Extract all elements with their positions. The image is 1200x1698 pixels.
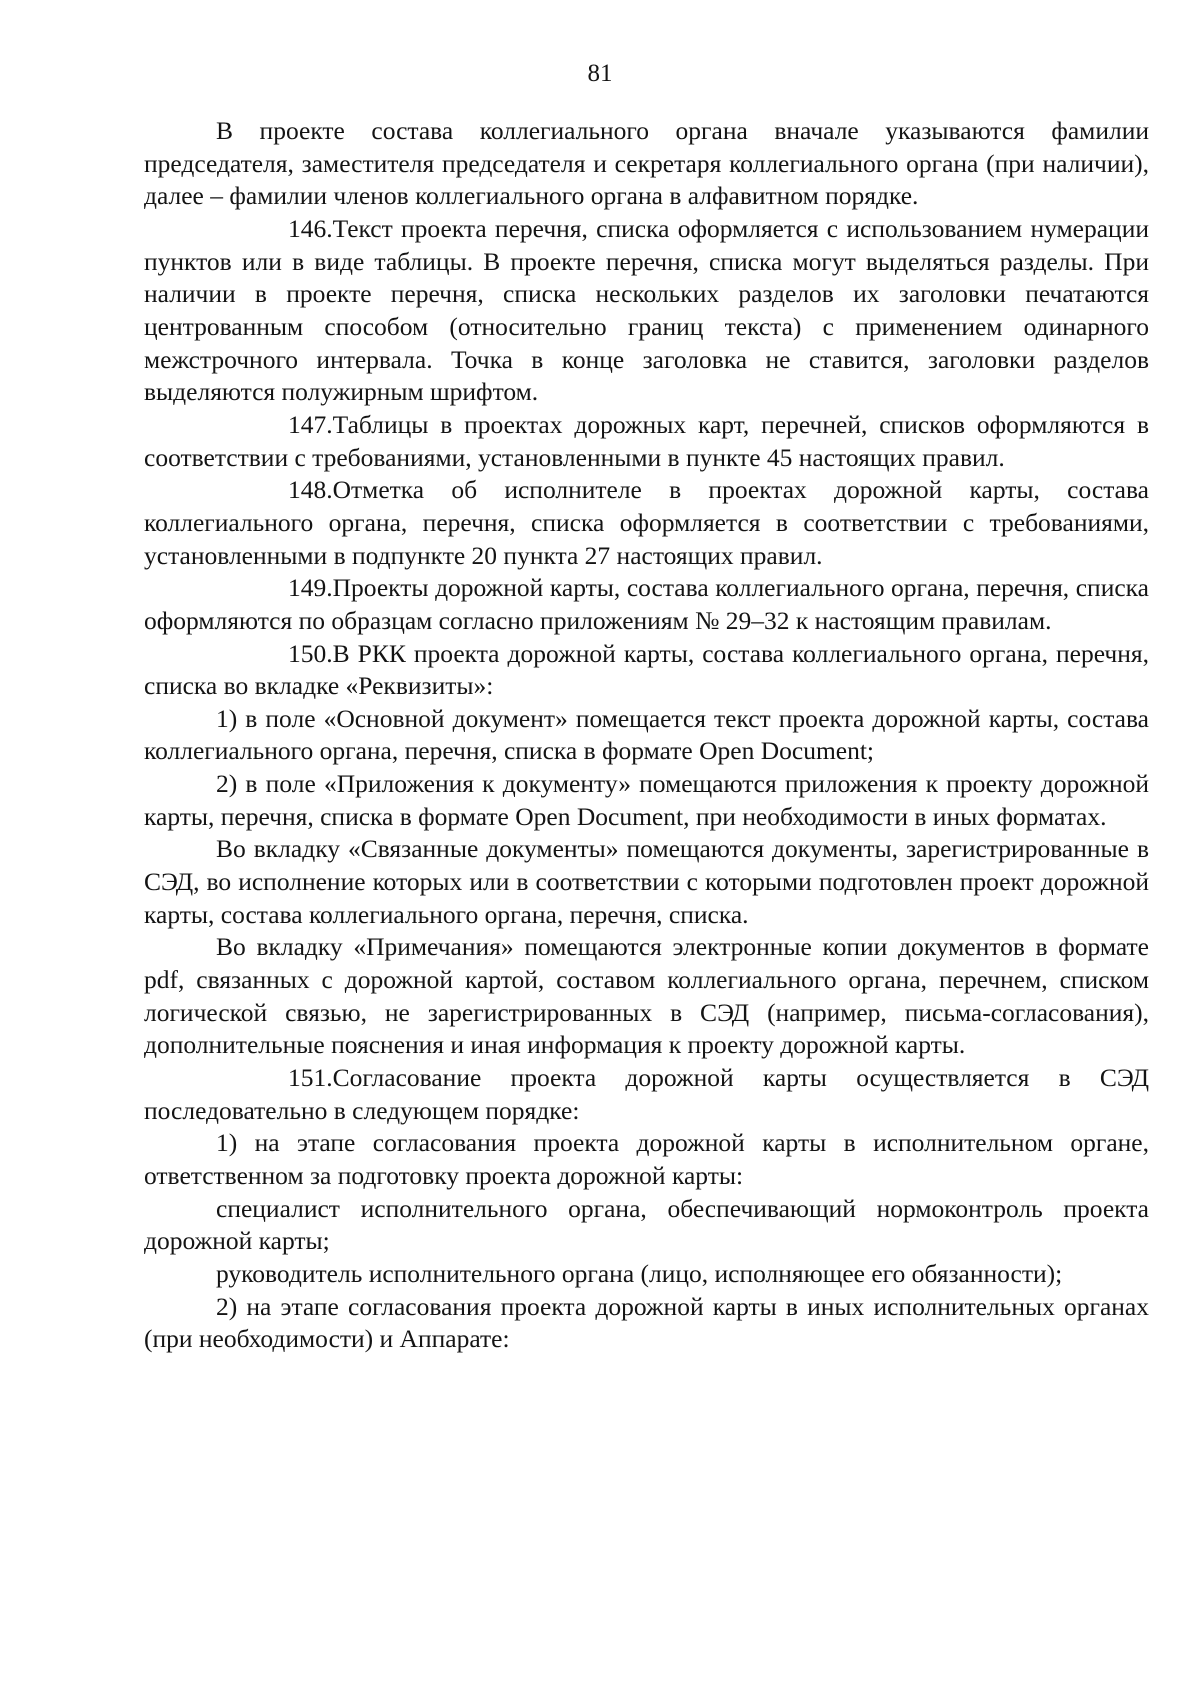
paragraph-number: 147.	[288, 409, 333, 439]
subparagraph-150-1	[144, 703, 1149, 768]
paragraph-number: 151.	[288, 1063, 333, 1093]
paragraph-151	[144, 1062, 1149, 1127]
paragraph-text: специалист исполнительного органа, обеспечивающий нормоконтроль проекта дорожной карты;	[144, 1193, 1149, 1256]
paragraph-text: 2) на этапе согласования проекта дорожной карты в иных исполнительных органах (при необходимости) и Аппарате:	[144, 1291, 1149, 1354]
paragraph-notes-tab	[144, 931, 1149, 1062]
paragraph-text: Проекты дорожной карты, состава коллегиального органа, перечня, списка оформляются по образцам согласно приложениям № 29–32 к настоящим правилам.	[144, 573, 1149, 635]
paragraph-text: В РКК проекта дорожной карты, состава коллегиального органа, перечня, списка во вкладке «Реквизиты»:	[144, 638, 1149, 701]
paragraph-text: Согласование проекта дорожной карты осуществляется в СЭД последовательно в следующем порядке:	[144, 1063, 1149, 1125]
subparagraph-151-1	[144, 1127, 1149, 1192]
paragraph-text: Во вкладку «Связанные документы» помещаются документы, зарегистрированные в СЭД, во исполнение которых или в соответствии с которыми подготовлен проект дорожной карты, состава коллегиального органа, перечня, списка.	[144, 834, 1149, 929]
paragraph-number: 150.	[288, 638, 333, 668]
paragraph-text: руководитель исполнительного органа (лицо, исполняющее его обязанности);	[216, 1258, 1063, 1288]
paragraph-148	[144, 474, 1149, 572]
page-number: 81	[587, 60, 613, 87]
paragraph-text: Текст проекта перечня, списка оформляется с использованием нумерации пунктов или в виде таблицы. В проекте перечня, списка могут выделяться разделы. При наличии в проекте перечня, списка нескольких разделов их заголовки печатаются центрованным способом (относительно границ текста) с применением одинарного межстрочного интервала. Точка в конце заголовка не ставится, заголовки разделов выделяются полужирным шрифтом.	[144, 213, 1149, 407]
paragraph-text: Во вкладку «Примечания» помещаются электронные копии документов в формате pdf, связанных с дорожной картой, составом коллегиального органа, перечнем, списком логической связью, не зарегистрированных в СЭД (например, письма-согласования), дополнительные пояснения и иная информация к проекту дорожной карты.	[144, 932, 1149, 1060]
paragraph-150	[144, 638, 1149, 703]
document-body	[144, 115, 1149, 1356]
paragraph-text: 1) на этапе согласования проекта дорожной карты в исполнительном органе, ответственном за подготовку проекта дорожной карты:	[144, 1128, 1149, 1190]
paragraph-147	[144, 409, 1149, 474]
list-item-head	[144, 1258, 1149, 1291]
paragraph-text: В проекте состава коллегиального органа вначале указываются фамилии председателя, заместителя председателя и секретаря коллегиального органа (при наличии), далее – фамилии членов коллегиального органа в алфавитном порядке.	[144, 116, 1149, 211]
paragraph-text: Таблицы в проектах дорожных карт, перечней, списков оформляются в соответствии с требованиями, установленными в пункте 45 настоящих правил.	[144, 409, 1149, 472]
paragraph-146	[144, 213, 1149, 409]
paragraph-number: 146.	[288, 213, 333, 243]
paragraph-text: 2) в поле «Приложения к документу» помещаются приложения к проекту дорожной карты, перечня, списка в формате Open Document, при необходимости в иных форматах.	[144, 769, 1149, 831]
list-item-specialist	[144, 1193, 1149, 1258]
paragraph-149	[144, 572, 1149, 637]
paragraph-composition-order	[144, 115, 1149, 213]
paragraph-number: 148.	[288, 475, 333, 505]
subparagraph-150-2	[144, 768, 1149, 833]
paragraph-related-documents	[144, 833, 1149, 931]
paragraph-number: 149.	[288, 573, 333, 603]
paragraph-text: Отметка об исполнителе в проектах дорожной карты, состава коллегиального органа, перечня, списка оформляется в соответствии с требованиями, установленными в подпункте 20 пункта 27 настоящих правил.	[144, 475, 1149, 570]
subparagraph-151-2	[144, 1291, 1149, 1356]
paragraph-text: 1) в поле «Основной документ» помещается текст проекта дорожной карты, состава коллегиального органа, перечня, списка в формате Open Document;	[144, 703, 1149, 766]
